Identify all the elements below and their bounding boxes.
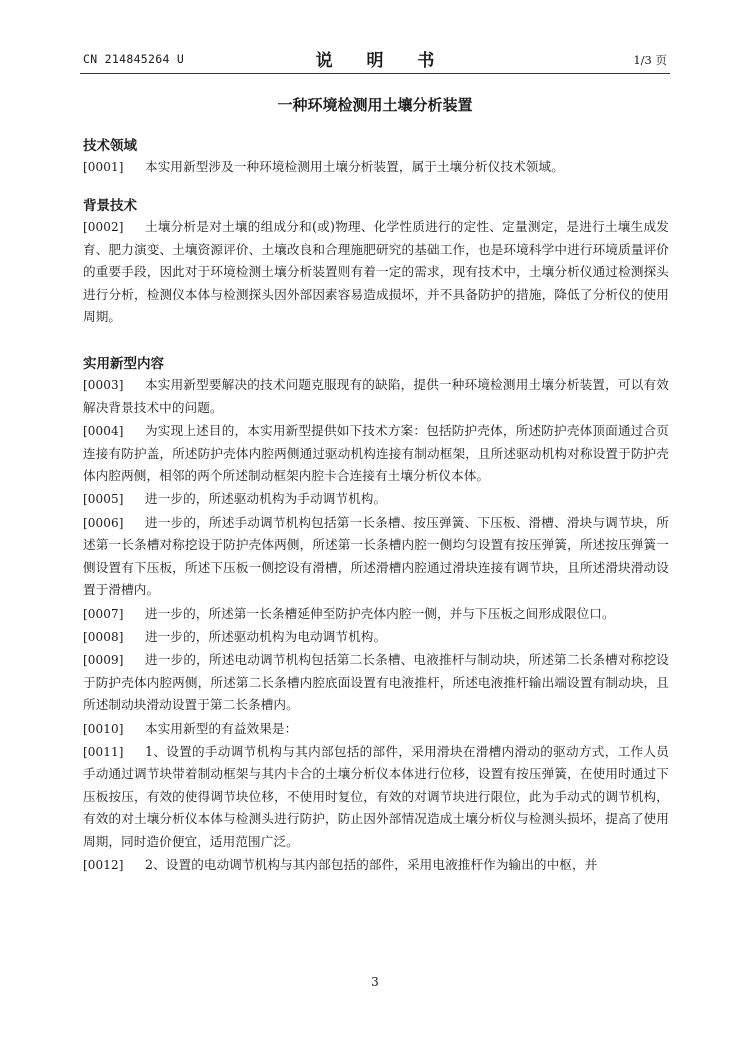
paragraph-number: [0007] (83, 606, 124, 621)
paragraph-number: [0001] (83, 160, 124, 174)
paragraph-number: [0011] (83, 744, 124, 759)
paragraph-number: [0010] (83, 721, 124, 736)
paragraph-number: [0002] (83, 220, 124, 235)
paragraph-number: [0009] (83, 653, 124, 668)
paragraph-number: [0012] (83, 857, 124, 872)
document-body (83, 136, 669, 877)
paragraph-text: 进一步的，所述电动调节机构包括第二长条槽、电液推杆与制动块，所述第二长条槽对称挖设于防护壳体内腔两侧，所述第二长条槽内腔底面设置有电液推杆，所述电液推杆输出端设置有制动块，且所述制动块滑动设置于第二长条槽内。 (83, 652, 669, 713)
paragraph-text: 1、设置的手动调节机构与其内部包括的部件，采用滑块在滑槽内滑动的驱动方式，工作人员手动通过调节块带着制动框架与其内卡合的土壤分析仪本体进行位移，设置有按压弹簧，在使用时通过下压板按压，有效的使得调节块位移，不使用时复位，有效的对调节块进行限位，此为手动式的调节机构，有效的对土壤分析仪本体与检测头进行防护，防止因外部情况造成土壤分析仪与检测头损坏，提高了使用周期，同时造价便宜，适用范围广泛。 (83, 743, 669, 849)
paragraph-0011 (83, 741, 669, 853)
paragraph-text: 2、设置的电动调节机构与其内部包括的部件，采用电液推杆作为输出的中枢，并 (145, 856, 598, 872)
paragraph-0002 (83, 216, 669, 328)
paragraph-number: [0006] (83, 515, 124, 530)
paragraph-number: [0008] (83, 629, 124, 644)
paragraph-text: 进一步的，所述驱动机构为手动调节机构。 (145, 491, 387, 507)
header-divider (80, 73, 670, 74)
paragraph-number: [0004] (83, 424, 124, 439)
paragraph-text: 进一步的，所述驱动机构为电动调节机构。 (145, 628, 387, 644)
paragraph-text: 进一步的，所述手动调节机构包括第一长条槽、按压弹簧、下压板、滑槽、滑块与调节块，所述第一长条槽对称挖设于防护壳体两侧，所述第一长条槽内腔一侧均匀设置有按压弹簧，所述按压弹簧一侧设置有下压板，所述下压板一侧挖设有滑槽，所述滑槽内腔通过滑块连接有调节块，且所述滑块滑动设置于滑槽内。 (83, 514, 669, 598)
paragraph-0003 (83, 374, 669, 419)
paragraph-text: 为实现上述目的，本实用新型提供如下技术方案：包括防护壳体，所述防护壳体顶面通过合页连接有防护盖，所述防护壳体内腔两侧通过驱动机构连接有制动框架，且所述驱动机构对称设置于防护壳体内腔两侧，相邻的两个所述制动框架内腔卡合连接有土壤分析仪本体。 (83, 423, 669, 484)
paragraph-0009 (83, 649, 669, 716)
page-header (83, 46, 667, 70)
paragraph-text: 进一步的，所述第一长条槽延伸至防护壳体内腔一侧，并与下压板之间形成限位口。 (145, 605, 615, 621)
publication-number: CN 214845264 U (83, 52, 185, 66)
paragraph-number: [0005] (83, 492, 124, 507)
section-heading-summary: 实用新型内容 (83, 356, 164, 373)
paragraph-0006 (83, 512, 669, 602)
paragraph-text: 土壤分析是对土壤的组成分和(或)物理、化学性质进行的定性、定量测定，是进行土壤生成发育、肥力演变、土壤资源评价、土壤改良和合理施肥研究的基础工作，也是环境科学中进行环境质量评价的重要手段，因此对于环境检测土壤分析装置则有着一定的需求，现有技术中，土壤分析仪通过检测探头进行分析，检测仪本体与检测探头因外部因素容易造成损坏，并不具备防护的措施，降低了分析仪的使用周期。 (83, 219, 669, 325)
paragraph-0004 (83, 420, 669, 487)
page-number: 3 (371, 975, 379, 989)
paragraph-0001 (83, 156, 669, 178)
document-type-title: 说 明 书 (315, 51, 449, 71)
paragraph-0007 (83, 603, 669, 625)
paragraph-0005 (83, 488, 669, 510)
section-heading-background: 背景技术 (83, 198, 137, 215)
section-heading-technical-field: 技术领域 (83, 138, 137, 154)
paragraph-text: 本实用新型要解决的技术问题克服现有的缺陷，提供一种环境检测用土壤分析装置，可以有效解决背景技术中的问题。 (83, 377, 669, 415)
document-title: 一种环境检测用土壤分析装置 (277, 96, 473, 114)
paragraph-number: [0003] (83, 378, 124, 393)
paragraph-0012 (83, 854, 669, 876)
paragraph-text: 本实用新型涉及一种环境检测用土壤分析装置，属于土壤分析仪技术领域。 (145, 159, 564, 174)
paragraph-0010 (83, 718, 669, 740)
paragraph-text: 本实用新型的有益效果是： (145, 720, 298, 736)
page-indicator: 1/3 页 (633, 53, 667, 67)
paragraph-0008 (83, 626, 669, 648)
